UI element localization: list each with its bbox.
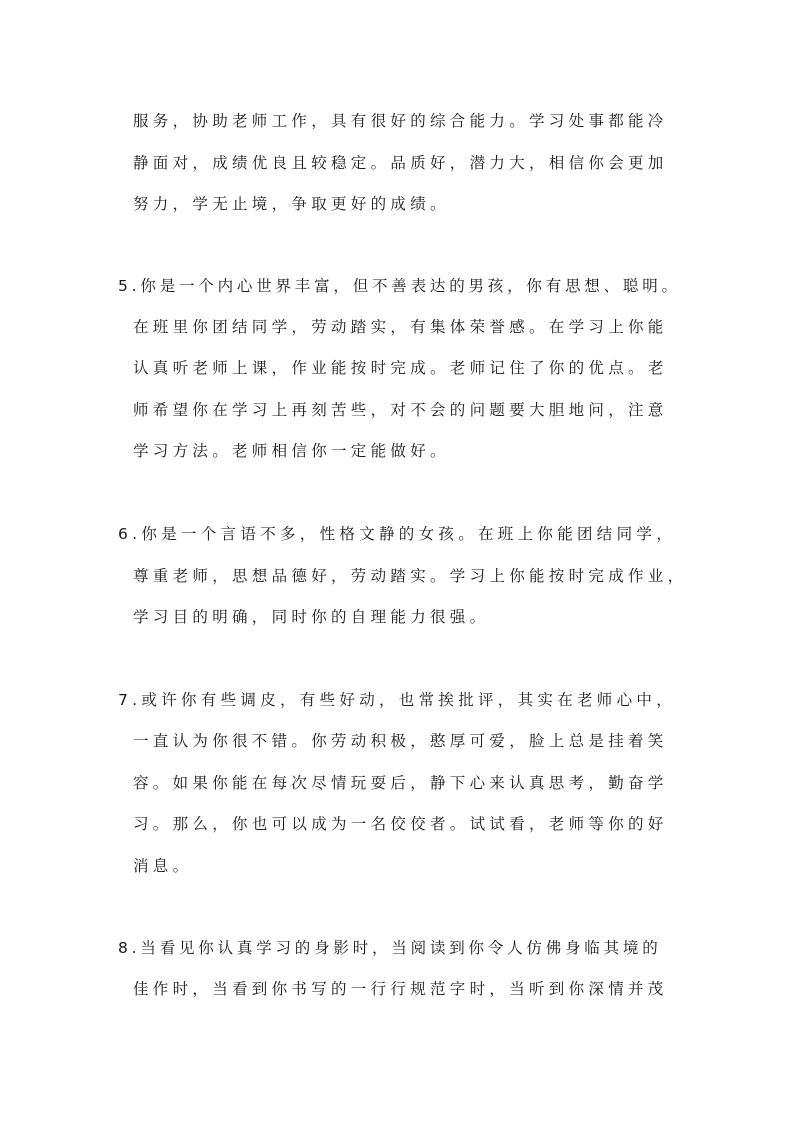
text-line: 佳作时，当看到你书写的一行行规范字时，当听到你深情并茂 [133,980,668,998]
text-line: 服务，协助老师工作，具有很好的综合能力。学习处事都能冷 [133,112,668,130]
text-line: 8.当看见你认真学习的身影时，当阅读到你令人仿佛身临其境的 [118,939,662,957]
text-line: 消息。 [133,857,193,875]
text-line: 在班里你团结同学，劳动踏实，有集体荣誉感。在学习上你能 [133,318,668,336]
text-line: 师希望你在学习上再刻苦些，对不会的问题要大胆地问，注意 [133,401,668,419]
text-line: 容。如果你能在每次尽情玩耍后，静下心来认真思考，勤奋学 [133,774,668,792]
text-line: 5.你是一个内心世界丰富，但不善表达的男孩，你有思想、聪明。 [118,277,681,295]
text-line: 学习方法。老师相信你一定能做好。 [133,442,450,460]
text-line: 努力，学无止境，争取更好的成绩。 [133,195,450,213]
text-line: 认真听老师上课，作业能按时完成。老师记住了你的优点。老 [133,359,668,377]
text-line: 尊重老师，思想品德好，劳动踏实。学习上你能按时完成作业， [133,567,688,585]
text-line: 一直认为你很不错。你劳动积极，憨厚可爱，脸上总是挂着笑 [133,732,668,750]
text-line: 7.或许你有些调皮，有些好动，也常挨批评，其实在老师心中， [118,691,676,709]
text-line: 习。那么，你也可以成为一名佼佼者。试试看，老师等你的好 [133,815,668,833]
text-line: 学习目的明确，同时你的自理能力很强。 [133,608,490,626]
text-line: 6.你是一个言语不多，性格文静的女孩。在班上你能团结同学， [118,525,676,543]
text-line: 静面对，成绩优良且较稳定。品质好，潜力大，相信你会更加 [133,154,668,172]
